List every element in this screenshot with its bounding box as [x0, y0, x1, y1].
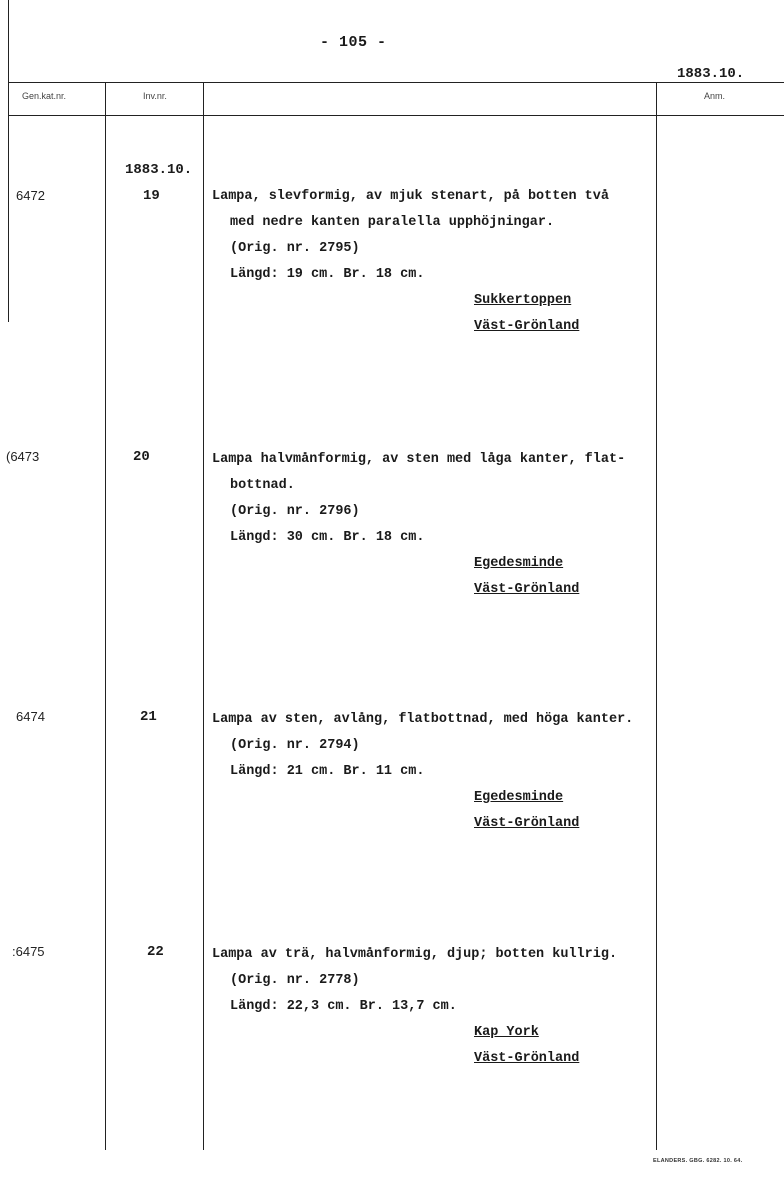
inventory-number: 22 — [147, 944, 164, 960]
inventory-number: 20 — [133, 449, 150, 465]
location-name: Kap York — [474, 1025, 539, 1040]
region-name: Väst-Grönland — [474, 1051, 580, 1066]
description-line: Lampa halvmånformig, av sten med låga kanter, flat- — [212, 452, 626, 467]
description-line: med nedre kanten paralella upphöjningar. — [230, 215, 555, 230]
entry-description — [212, 447, 672, 603]
entry-description — [212, 707, 672, 837]
column-divider-inv-desc — [203, 82, 204, 1150]
dimensions: Längd: 19 cm. Br. 18 cm. — [230, 267, 425, 282]
entry-description — [212, 184, 672, 340]
catalog-number: (6473 — [6, 449, 40, 464]
column-header-inv-nr: Inv.nr. — [143, 91, 167, 101]
original-number: (Orig. nr. 2794) — [230, 738, 360, 753]
original-number: (Orig. nr. 2795) — [230, 241, 360, 256]
original-number: (Orig. nr. 2778) — [230, 973, 360, 988]
left-margin-rule — [8, 0, 9, 322]
inventory-date: 1883.10. — [125, 162, 193, 178]
location-name: Egedesminde — [474, 556, 564, 571]
catalog-number: :6475 — [12, 944, 45, 959]
printer-imprint: ELANDERS. GBG. 6282. 10. 64. — [653, 1158, 743, 1164]
inventory-number: 21 — [140, 709, 157, 725]
header-bottom-rule — [8, 115, 784, 116]
region-name: Väst-Grönland — [474, 816, 580, 831]
original-number: (Orig. nr. 2796) — [230, 504, 360, 519]
column-header-gen-kat-nr: Gen.kat.nr. — [22, 91, 67, 101]
location-name: Egedesminde — [474, 790, 564, 805]
dimensions: Längd: 22,3 cm. Br. 13,7 cm. — [230, 999, 457, 1014]
description-line: Lampa, slevformig, av mjuk stenart, på botten två — [212, 189, 609, 204]
inventory-number: 19 — [143, 188, 160, 204]
page-number: - 105 - — [320, 34, 387, 51]
catalog-number: 6474 — [16, 709, 45, 724]
location-name: Sukkertoppen — [474, 293, 572, 308]
catalog-number: 6472 — [16, 188, 45, 203]
header-date: 1883.10. — [677, 66, 745, 82]
header-top-rule — [8, 82, 784, 83]
entry-description — [212, 942, 672, 1072]
description-line: bottnad. — [230, 478, 295, 493]
description-line: Lampa av sten, avlång, flatbottnad, med höga kanter. — [212, 712, 634, 727]
dimensions: Längd: 21 cm. Br. 11 cm. — [230, 764, 425, 779]
dimensions: Längd: 30 cm. Br. 18 cm. — [230, 530, 425, 545]
region-name: Väst-Grönland — [474, 319, 580, 334]
description-line: Lampa av trä, halvmånformig, djup; botten kullrig. — [212, 947, 618, 962]
column-header-anm: Anm. — [704, 91, 726, 101]
region-name: Väst-Grönland — [474, 582, 580, 597]
column-divider-gen-inv — [105, 82, 106, 1150]
